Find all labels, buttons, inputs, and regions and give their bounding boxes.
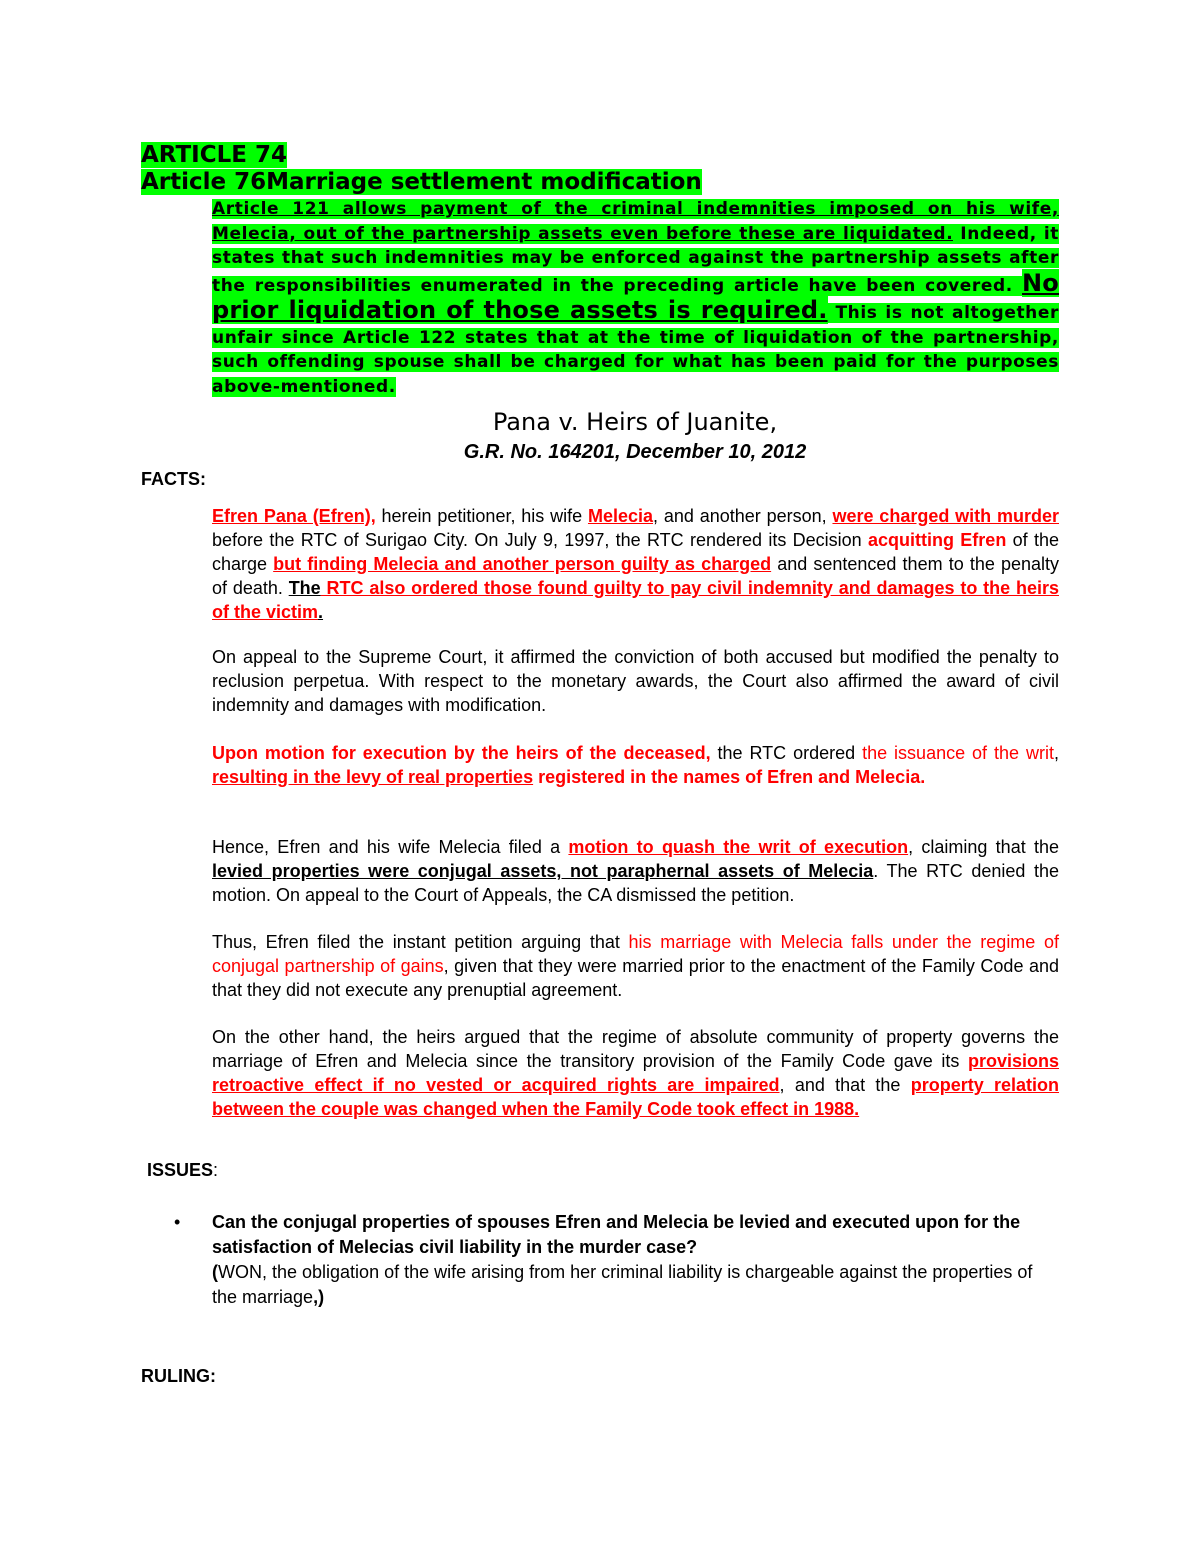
- p3-levy: resulting in the levy of real properties: [212, 767, 534, 787]
- case-gr-number: G.R. No. 164201, December 10, 2012: [463, 441, 807, 463]
- p5-text-a: Thus, Efren filed the instant petition arguing that: [212, 932, 629, 952]
- note-sentence-1: Article 121 allows payment of the criminal indemnities imposed on his wife, Melecia, out of the partnership assets even before these are liquidated.: [212, 199, 1059, 244]
- note-sentence-4: This is not altogether unfair since Article 122 states that at the time of liquidation of the partnership, such offending spouse shall be charged for what has been paid for the purposes above-mentioned.: [212, 303, 1059, 397]
- p6-text-a: On the other hand, the heirs argued that the regime of absolute community of property governs the marriage of Efren and Melecia since the transitory provision of the Family Code gave its: [212, 1027, 1059, 1071]
- p1-period: .: [318, 602, 324, 622]
- p3-text-b: the RTC ordered: [710, 743, 863, 763]
- p6-property-relation: property relation between the couple was changed when the Family Code took effect in 1988.: [212, 1075, 1059, 1119]
- facts-paragraph-6: [212, 1025, 1059, 1121]
- p1-guilty: but finding Melecia and another person guilty as charged: [273, 554, 772, 574]
- p1-the: The: [288, 578, 321, 598]
- p1-text-d: , and another person,: [653, 506, 833, 526]
- issues-label: [147, 1160, 218, 1181]
- facts-paragraph-2: On appeal to the Supreme Court, it affirmed the conviction of both accused but modified the penalty to reclusion perpetua. With respect to the monetary awards, the Court also affirmed the award of civil indemnity and damages with modification.: [212, 647, 1059, 715]
- issue-note-open: (: [212, 1262, 218, 1282]
- p1-efren: Efren Pana (Efren),: [212, 506, 376, 526]
- p3-motion-execution: Upon motion for execution by the heirs of the deceased,: [212, 743, 711, 763]
- issue-question: Can the conjugal properties of spouses Efren and Melecia be levied and executed upon for the satisfaction of Melecias civil liability in the murder case?: [212, 1212, 1021, 1257]
- note-sentence-3: No prior liquidation of those assets is required.: [212, 268, 1059, 324]
- p4-text-e: . The RTC denied the motion. On appeal to the Court of Appeals, the CA dismissed the petition.: [212, 861, 1059, 905]
- issues-label-colon: :: [213, 1160, 219, 1180]
- p4-levied-properties: levied properties were conjugal assets, not paraphernal assets of Melecia: [212, 861, 874, 881]
- p1-text-f: before the RTC of Surigao City. On July 9, 1997, the RTC rendered its Decision: [212, 530, 868, 550]
- facts-paragraph-3: [212, 741, 1059, 789]
- p1-text-j: and sentenced them to the penalty of death.: [212, 554, 1059, 598]
- article-76-heading-text: Article 76Marriage settlement modification: [141, 169, 702, 195]
- issue-note-close: ,): [313, 1287, 325, 1307]
- p4-motion-quash: motion to quash the writ of execution: [568, 837, 909, 857]
- facts-paragraph-1: [212, 504, 1059, 624]
- p4-text-c: , claiming that the: [908, 837, 1060, 857]
- note-sentence-2: Indeed, it states that such indemnities may be enforced against the partnership assets after the responsibilities enumerated in the preceding article have been covered.: [212, 223, 1059, 296]
- case-title: Pana v. Heirs of Juanite,: [492, 408, 778, 436]
- p1-charged-murder: were charged with murder: [832, 506, 1059, 526]
- issue-item: [212, 1210, 1042, 1310]
- article-74-heading-text: ARTICLE 74: [141, 142, 287, 168]
- issue-note-text: WON, the obligation of the wife arising from her criminal liability is chargeable against the properties of the marriage: [212, 1262, 1033, 1307]
- p1-civil-indemnity: RTC also ordered those found guilty to pay civil indemnity and damages to the heirs of the victim: [212, 578, 1059, 622]
- ruling-label: RULING:: [141, 1366, 216, 1386]
- p1-text-b: herein petitioner, his wife: [375, 506, 588, 526]
- issue-note: [212, 1260, 1042, 1310]
- p3-text-d: ,: [1053, 743, 1059, 763]
- p1-melecia: Melecia: [587, 506, 654, 526]
- facts-paragraph-5: [212, 930, 1059, 1002]
- p3-registered: registered in the names of Efren and Melecia.: [533, 767, 926, 787]
- facts-label: FACTS:: [141, 469, 206, 489]
- p5-conjugal-regime: his marriage with Melecia falls under the regime of conjugal partnership of gains: [212, 932, 1059, 976]
- issues-label-text: ISSUES: [147, 1160, 214, 1180]
- p6-text-c: , and that the: [779, 1075, 911, 1095]
- p5-text-c: , given that they were married prior to the enactment of the Family Code and that they did not execute any prenuptial agreement.: [212, 956, 1059, 1000]
- article-121-note: [212, 197, 1059, 399]
- p6-retroactive: provisions retroactive effect if no vested or acquired rights are impaired: [212, 1051, 1059, 1095]
- p3-issuance-writ: the issuance of the writ: [862, 743, 1054, 763]
- facts-paragraph-4: [212, 835, 1059, 907]
- p1-acquitting: acquitting Efren: [868, 530, 1007, 550]
- article-74-heading: [141, 141, 287, 169]
- p1-text-h: of the charge: [212, 530, 1059, 574]
- issue-bullet-icon: •: [174, 1212, 181, 1232]
- article-76-heading: [141, 168, 702, 196]
- p4-text-a: Hence, Efren and his wife Melecia filed a: [212, 837, 569, 857]
